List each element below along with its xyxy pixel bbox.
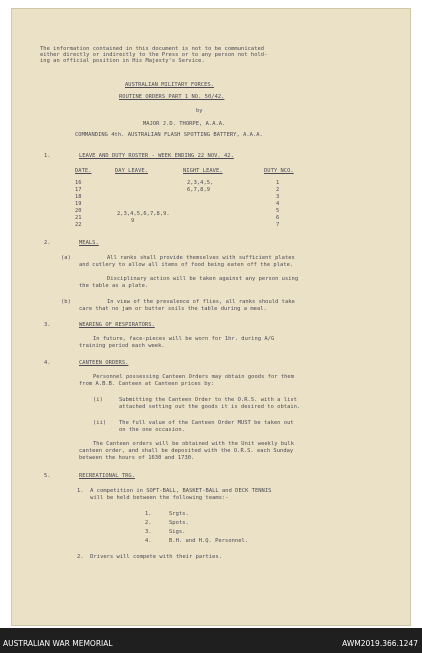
body-line: canteen order, and shall be deposited with the O.R.S. each Sunday [79,448,294,454]
body-line: The Canteen orders will be obtained with the Unit weekly bulk [93,441,295,447]
duty-nco-cell: 2 [276,187,280,193]
footer-accession-number: AWM2019.366.1247 [342,639,418,648]
date-cell: 19 [75,201,82,207]
section-heading: CANTEEN ORDERS. [79,360,129,366]
notice-line: ing an official position in His Majesty's Service. [40,58,205,64]
duty-nco-cell: 7 [276,222,280,228]
day-leave-cell: 2,3,4,5,6,7,8,9. [117,211,170,217]
body-line: training period each week. [79,343,165,349]
section-number: 1. [44,153,51,159]
footer-source: AUSTRALIAN WAR MEMORIAL [3,639,113,648]
section-number: 5. [44,473,51,479]
body-line: Personnel possessing Canteen Orders may obtain goods for them [93,374,295,380]
section-number: 2. [44,240,51,246]
duty-nco-cell: 4 [276,201,280,207]
date-cell: 16 [75,180,82,186]
section-heading: LEAVE AND DUTY ROSTER - WEEK ENDING 22 NOV. 42. [79,153,234,159]
date-cell: 20 [75,208,82,214]
body-line: from A.B.B. Canteen at Canteen prices by: [79,381,215,387]
archive-footer [0,628,422,653]
notice-line: either directly or indirectly to the Press or to any person not hold- [40,52,268,58]
item-label: (a) [61,255,71,261]
column-header-night-leave: NIGHT LEAVE. [183,168,223,174]
team-number: 1. [145,511,152,517]
night-leave-cell: 6,7,8,9 [187,187,211,193]
notice-line: The information contained in this document is not to be communicated [40,46,265,52]
document-page [11,8,411,626]
section-heading: WEARING OF RESPIRATORS. [79,322,155,328]
orders-title: ROUTINE ORDERS PART 1 NO. 50/42. [119,94,225,100]
item-label: (b) [61,299,71,305]
column-header-duty-nco: DUTY NCO. [264,168,294,174]
section-number: 3. [44,322,51,328]
duty-nco-cell: 6 [276,215,280,221]
body-line: the table as a plate. [79,283,149,289]
org-heading: AUSTRALIAN MILITARY FORCES. [125,82,214,88]
body-line: on the one occasion. [119,427,185,433]
body-line: Submitting the Canteen Order to the O.R.S. with a list [119,397,297,403]
by-line: by [196,108,203,114]
body-line: 1. A competition in SOFT-BALL, BASKET-BALL and DECK TENNIS [77,488,272,494]
team-number: 2. [145,520,152,526]
body-line: and cutlery to allow all items of food being eaten off the plate. [79,262,294,268]
body-line: will be held between the following teams:- [77,495,229,501]
column-header-date: DATE. [75,168,92,174]
team-name: Sigs. [169,529,186,535]
night-leave-cell: 2,3,4,5, [187,180,214,186]
date-cell: 21 [75,215,82,221]
date-cell: 22 [75,222,82,228]
team-number: 4. [145,538,152,544]
item-label: (i) [93,397,103,403]
team-number: 3. [145,529,152,535]
body-line: All ranks shall provide themselves with sufficient plates [107,255,295,261]
body-line: The full value of the Canteen Order MUST be taken out [119,420,294,426]
command-line: COMMANDING 4th. AUSTRALIAN FLASH SPOTTING BATTERY, A.A.A. [75,132,263,138]
section-heading: MEALS. [79,240,99,246]
team-name: Spots. [169,520,189,526]
column-header-day-leave: DAY LEAVE. [115,168,148,174]
body-line: In future, face-pieces will be worn for 1hr. during A/G [93,336,275,342]
team-name: Srgts. [169,511,189,517]
duty-nco-cell: 1 [276,180,280,186]
author-line: MAJOR J.D. THORPE, A.A.A. [143,121,226,127]
section-heading: RECREATIONAL TRG. [79,473,136,479]
body-line: attached setting out the goods it is desired to obtain. [119,404,301,410]
body-line: care that no jam or butter soils the table during a meal. [79,306,267,312]
date-cell: 17 [75,187,82,193]
section-number: 4. [44,360,51,366]
duty-nco-cell: 3 [276,194,280,200]
body-line: 2. Drivers will compete with their parties. [77,554,222,560]
body-line: Disciplinary action will be taken against any person using [107,276,299,282]
body-line: between the hours of 1630 and 1730. [79,455,195,461]
date-cell: 18 [75,194,82,200]
team-name: B.H. and H.Q. Personnel. [169,538,249,544]
day-leave-cell: 9 [131,218,135,224]
duty-nco-cell: 5 [276,208,280,214]
item-label: (ii) [93,420,107,426]
body-line: In view of the prevalence of flies, all ranks should take [107,299,295,305]
